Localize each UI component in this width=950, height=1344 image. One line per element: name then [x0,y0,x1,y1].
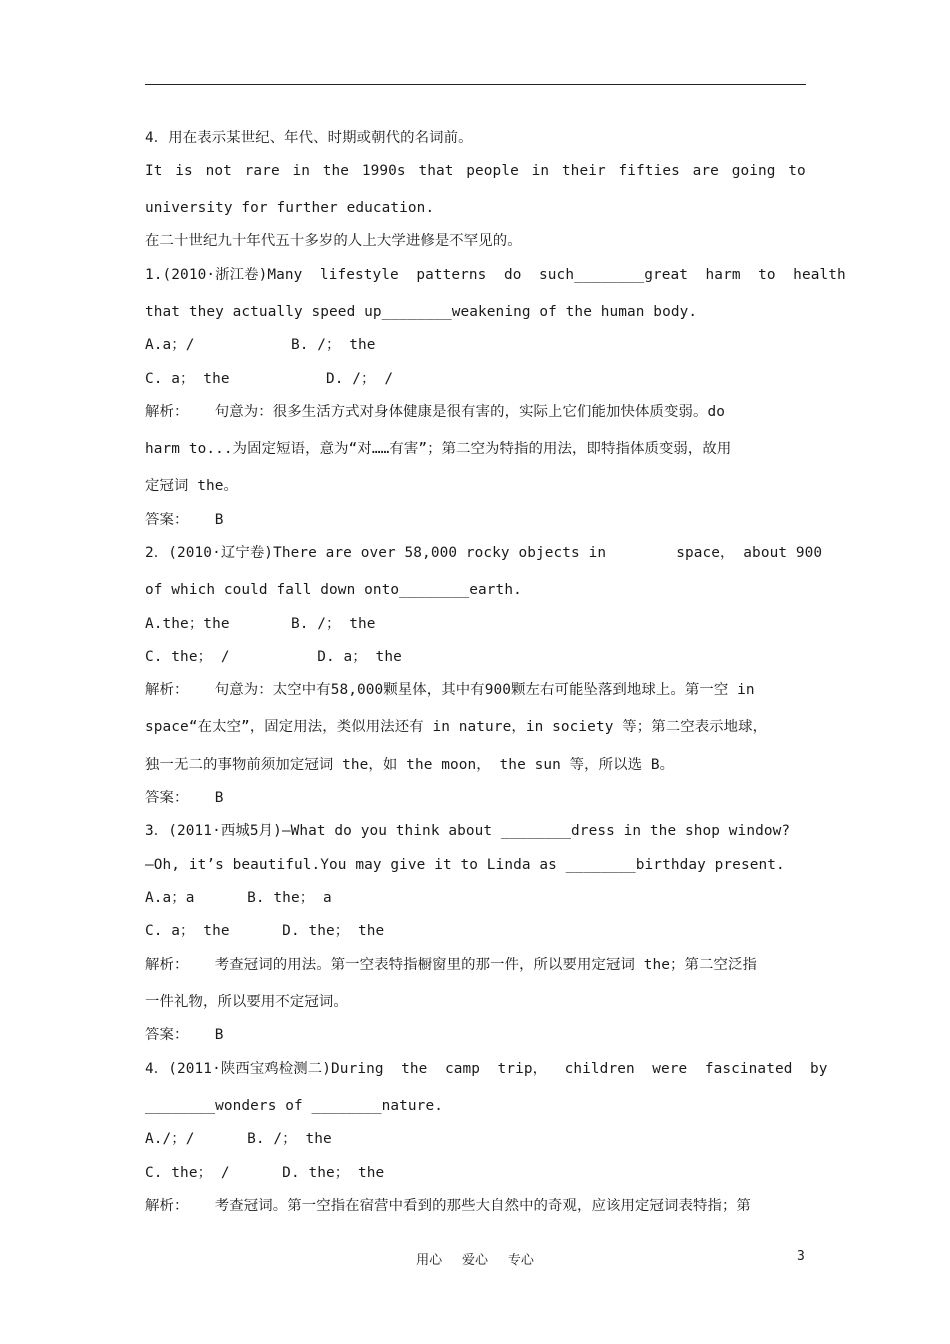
word: rare [244,163,280,179]
text-line: A./；/ B. /； the [145,1131,332,1147]
text-line: space“在太空”，固定用法，类似用法还有 in nature，in society 等；第二空表示地球， [145,719,768,735]
text-line: A.the；the B. /； the [145,616,376,632]
word: not [205,163,232,179]
text-line: 定冠词 the。 [145,478,239,494]
text-line: C. a； the D. the； the [145,923,385,939]
header-rule [145,84,806,85]
text-line: 答案： B [145,790,224,806]
word: in [531,163,550,179]
text-line: A.a；a B. the； a [145,890,332,906]
text-line: that they actually speed up________weakening of the human body. [145,304,698,320]
text-line: 独一无二的事物前须加定冠词 the，如 the moon， the sun 等，所以选 B。 [145,757,675,773]
word: in [292,163,311,179]
text-line: —Oh, it’s beautiful.You may give it to Linda as ________birthday present. [145,857,785,873]
word: 1990s [361,163,406,179]
text-line: C. a； the D. /； / [145,371,394,387]
word: is [175,163,193,179]
text-line: 3．(2011·西城5月)—What do you think about ________dress in the shop window? [145,823,791,839]
word: are [692,163,719,179]
word: the [322,163,350,179]
text-line: of which could fall down onto________earth. [145,582,522,598]
text-line: C. the； / D. the； the [145,1165,385,1181]
word: people [466,163,519,179]
text-line: 2．(2010·辽宁卷)There are over 58,000 rocky objects in space， about 900 [145,545,823,561]
text-line: 解析： 考查冠词的用法。第一空表特指橱窗里的那一件，所以要用定冠词 the；第二空泛指 [145,957,757,973]
text-line: 一件礼物，所以要用不定冠词。 [145,994,348,1010]
text-line: 4．(2011·陕西宝鸡检测二)During the camp trip， children were fascinated by [145,1061,828,1077]
page-number: 3 [797,1249,805,1264]
text-line: C. the； / D. a； the [145,649,402,665]
text-line: ________wonders of ________nature. [145,1098,443,1114]
word: It [145,163,163,179]
text-line: 答案： B [145,1027,224,1043]
text-line: 解析： 考查冠词。第一空指在宿营中看到的那些大自然中的奇观，应该用定冠词表特指；第 [145,1198,751,1214]
text-line: 4．用在表示某世纪、年代、时期或朝代的名词前。 [145,130,473,146]
word: fifties [618,163,680,179]
footer-motto: 用心 爱心 专心 [416,1253,534,1268]
text-line: 解析： 句意为：太空中有58,000颗星体，其中有900颗左右可能坠落到地球上。第一空 in [145,682,755,698]
word: to [788,163,806,179]
text-line: 解析： 句意为：很多生活方式对身体健康是很有害的，实际上它们能加快体质变弱。do [145,404,725,420]
text-line: 1.(2010·浙江卷)Many lifestyle patterns do such________great harm to health [145,267,846,283]
text-line [145,161,806,181]
text-line: 答案： B [145,512,224,528]
text-line: university for further education. [145,200,435,216]
text-line: 在二十世纪九十年代五十多岁的人上大学进修是不罕见的。 [145,233,522,249]
text-line: A.a；/ B. /； the [145,337,376,353]
word: their [561,163,606,179]
word: going [731,163,776,179]
word: that [418,163,454,179]
text-line: harm to...为固定短语，意为“对……有害”；第二空为特指的用法，即特指体质变弱，故用 [145,441,732,457]
